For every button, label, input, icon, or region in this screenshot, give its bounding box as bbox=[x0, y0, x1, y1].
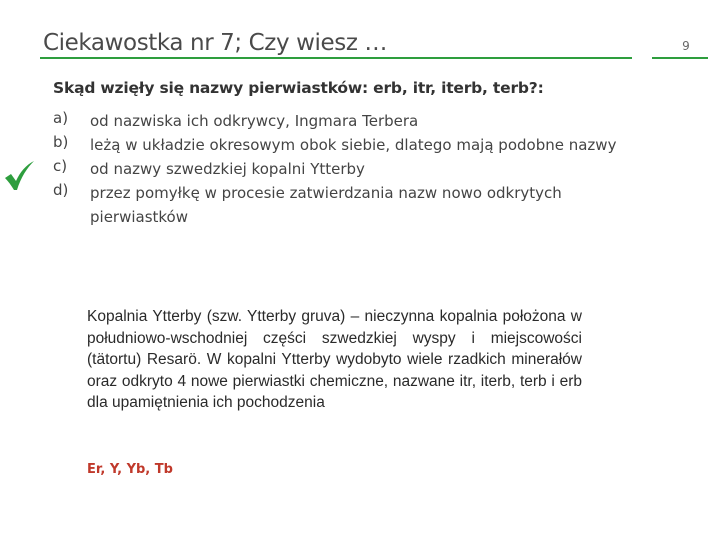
title-underline bbox=[40, 57, 632, 59]
answer-a bbox=[53, 109, 693, 133]
answer-list bbox=[53, 109, 693, 229]
answer-text: od nazwy szwedzkiej kopalni Ytterby bbox=[90, 160, 365, 178]
answer-b bbox=[53, 133, 693, 157]
answer-d bbox=[53, 181, 693, 229]
answer-letter: b) bbox=[53, 133, 69, 151]
answer-c bbox=[53, 157, 693, 181]
checkmark-icon bbox=[2, 159, 36, 193]
answer-letter: d) bbox=[53, 181, 69, 199]
element-symbols: Er, Y, Yb, Tb bbox=[87, 462, 173, 477]
slide-title: Ciekawostka nr 7; Czy wiesz … bbox=[43, 30, 388, 56]
page-number: 9 bbox=[682, 39, 690, 53]
page-number-underline bbox=[652, 57, 708, 59]
question-text: Skąd wzięły się nazwy pierwiastków: erb, itr, iterb, terb?: bbox=[53, 79, 544, 97]
answer-letter: a) bbox=[53, 109, 69, 127]
answer-text: przez pomyłkę w procesie zatwierdzania nazw nowo odkrytych pierwiastków bbox=[90, 184, 562, 226]
answer-text: leżą w układzie okresowym obok siebie, dlatego mają podobne nazwy bbox=[90, 136, 617, 154]
answer-letter: c) bbox=[53, 157, 68, 175]
info-paragraph: Kopalnia Ytterby (szw. Ytterby gruva) – nieczynna kopalnia położona w południowo-wschodniej części szwedzkiej wyspy i miejscowości (tätortu) Resarö. W kopalni Ytterby wydobyto wiele rzadkich minerałów oraz odkryto 4 nowe pierwiastki chemiczne, nazwane itr, iterb, terb i erb dla upamiętnienia ich pochodzenia bbox=[87, 308, 582, 411]
answer-text: od nazwiska ich odkrywcy, Ingmara Terbera bbox=[90, 112, 419, 130]
